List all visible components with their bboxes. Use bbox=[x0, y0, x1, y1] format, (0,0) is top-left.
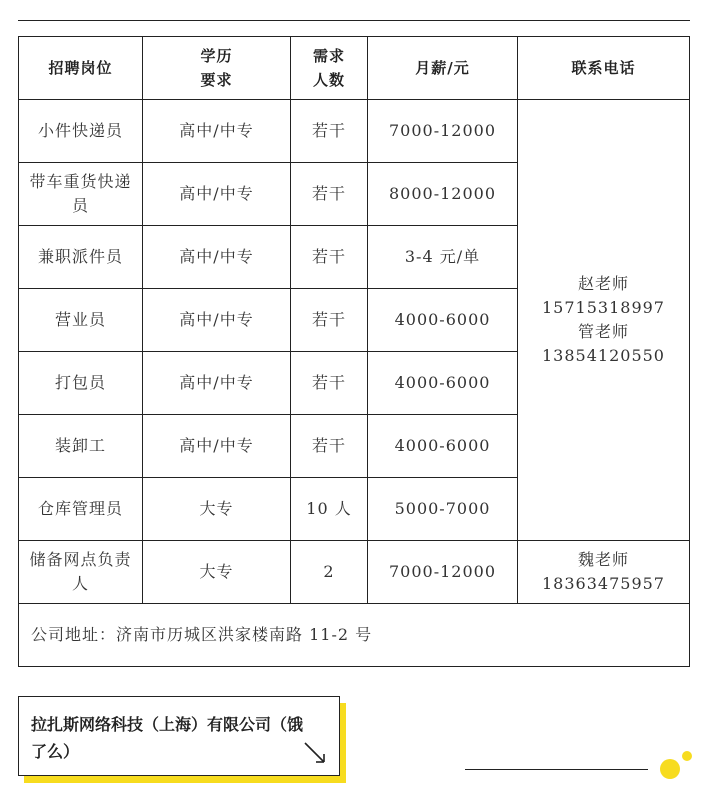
company-name: 拉扎斯网络科技（上海）有限公司（饿了么） bbox=[31, 715, 304, 761]
cell-count: 2 bbox=[291, 541, 368, 604]
header-salary: 月薪/元 bbox=[368, 37, 518, 100]
cell-count: 若干 bbox=[291, 415, 368, 478]
cell-position: 装卸工 bbox=[19, 415, 143, 478]
header-position: 招聘岗位 bbox=[19, 37, 143, 100]
contact-name: 管老师 bbox=[577, 322, 629, 341]
contact-phone: 18363475957 bbox=[542, 574, 665, 593]
cell-contact-group-1 bbox=[518, 100, 690, 541]
cell-education: 大专 bbox=[143, 541, 291, 604]
cell-position: 带车重货快递员 bbox=[19, 163, 143, 226]
header-education: 学历 要求 bbox=[143, 37, 291, 100]
recruitment-table bbox=[18, 36, 690, 667]
cell-education: 高中/中专 bbox=[143, 352, 291, 415]
cell-position: 兼职派件员 bbox=[19, 226, 143, 289]
company-address: 公司地址：济南市历城区洪家楼南路 11-2 号 bbox=[19, 604, 690, 667]
cell-position: 营业员 bbox=[19, 289, 143, 352]
cell-salary: 8000-12000 bbox=[368, 163, 518, 226]
header-phone: 联系电话 bbox=[518, 37, 690, 100]
cell-salary: 3-4 元/单 bbox=[368, 226, 518, 289]
cell-position: 储备网点负责人 bbox=[19, 541, 143, 604]
cell-count: 若干 bbox=[291, 226, 368, 289]
arrow-down-right-icon bbox=[303, 741, 327, 765]
cell-education: 大专 bbox=[143, 478, 291, 541]
cell-salary: 7000-12000 bbox=[368, 100, 518, 163]
cell-count: 若干 bbox=[291, 352, 368, 415]
table-row bbox=[19, 100, 690, 163]
cell-count: 10 人 bbox=[291, 478, 368, 541]
cell-position: 小件快递员 bbox=[19, 100, 143, 163]
cell-salary: 7000-12000 bbox=[368, 541, 518, 604]
cell-salary: 4000-6000 bbox=[368, 289, 518, 352]
cell-salary: 4000-6000 bbox=[368, 415, 518, 478]
table-row bbox=[19, 541, 690, 604]
contact-name: 赵老师 bbox=[577, 274, 629, 293]
cell-position: 仓库管理员 bbox=[19, 478, 143, 541]
cell-education: 高中/中专 bbox=[143, 100, 291, 163]
cell-count: 若干 bbox=[291, 163, 368, 226]
table-header-row bbox=[19, 37, 690, 100]
cell-education: 高中/中专 bbox=[143, 289, 291, 352]
decorative-dot-large bbox=[660, 759, 680, 779]
cell-salary: 4000-6000 bbox=[368, 352, 518, 415]
contact-phone: 13854120550 bbox=[542, 346, 665, 365]
address-row bbox=[19, 604, 690, 667]
cell-education: 高中/中专 bbox=[143, 226, 291, 289]
cell-education: 高中/中专 bbox=[143, 163, 291, 226]
cell-position: 打包员 bbox=[19, 352, 143, 415]
top-divider bbox=[18, 20, 690, 21]
contact-name: 魏老师 bbox=[577, 550, 629, 569]
cell-education: 高中/中专 bbox=[143, 415, 291, 478]
bottom-divider bbox=[465, 769, 648, 770]
contact-phone: 15715318997 bbox=[542, 298, 665, 317]
decorative-dot-small bbox=[682, 751, 692, 761]
header-count: 需求 人数 bbox=[291, 37, 368, 100]
cell-contact-group-2 bbox=[518, 541, 690, 604]
cell-salary: 5000-7000 bbox=[368, 478, 518, 541]
company-card bbox=[18, 696, 340, 776]
cell-count: 若干 bbox=[291, 289, 368, 352]
cell-count: 若干 bbox=[291, 100, 368, 163]
